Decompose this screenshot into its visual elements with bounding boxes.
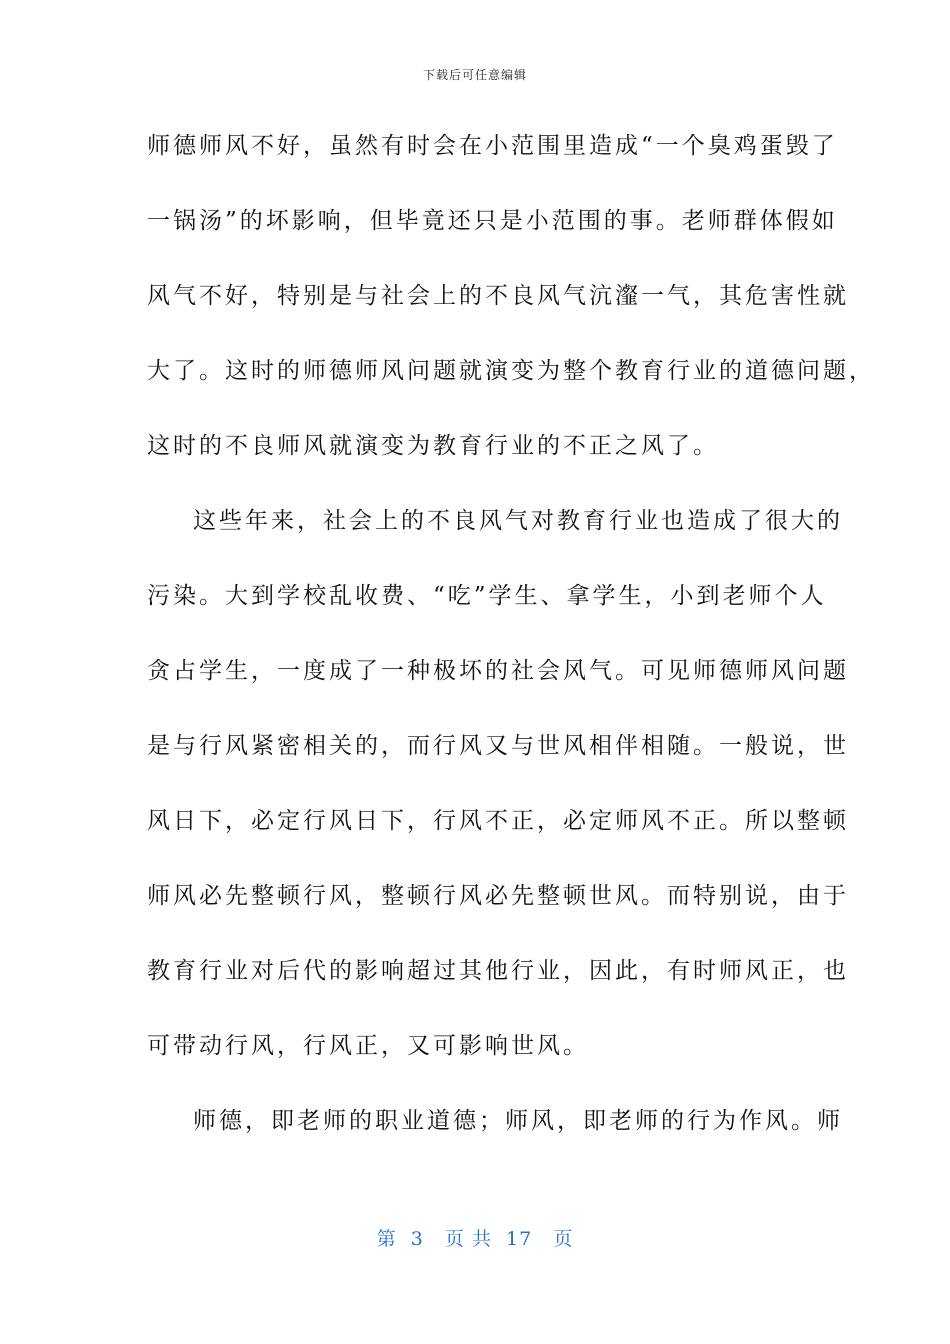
text-line: 风日下，必定行风日下，行风不正，必定师风不正。所以整顿 [147, 808, 849, 834]
text-line: 污染。大到学校乱收费、“吃”学生、拿学生，小到老师个人 [147, 583, 827, 609]
text-line: 一锅汤”的坏影响，但毕竟还只是小范围的事。老师群体假如 [147, 208, 838, 234]
text-line: 这时的不良师风就演变为教育行业的不正之风了。 [147, 433, 719, 459]
page-footer: 第 3 页 共 17 页 [376, 1228, 574, 1250]
paragraph-first-line: 师德，即老师的职业道德；师风，即老师的行为作风。师 [193, 1108, 843, 1134]
document-body [147, 121, 875, 1171]
text-line: 贪占学生，一度成了一种极坏的社会风气。可见师德师风问题 [147, 658, 849, 684]
text-line: 教育行业对后代的影响超过其他行业，因此，有时师风正，也 [147, 958, 849, 984]
text-line: 风气不好，特别是与社会上的不良风气沆瀣一气，其危害性就 [147, 283, 849, 309]
text-line: 师德师风不好，虽然有时会在小范围里造成“一个臭鸡蛋毁了 [147, 133, 838, 159]
text-line: 是与行风紧密相关的，而行风又与世风相伴相随。一般说，世 [147, 733, 849, 759]
page-header: 下载后可任意编辑 [422, 68, 527, 82]
text-line: 可带动行风，行风正，又可影响世风。 [147, 1033, 589, 1059]
text-line: 师风必先整顿行风，整顿行风必先整顿世风。而特别说，由于 [147, 883, 849, 909]
paragraph-first-line: 这些年来，社会上的不良风气对教育行业也造成了很大的 [193, 508, 843, 534]
text-line: 大了。这时的师德师风问题就演变为整个教育行业的道德问题， [147, 358, 875, 384]
